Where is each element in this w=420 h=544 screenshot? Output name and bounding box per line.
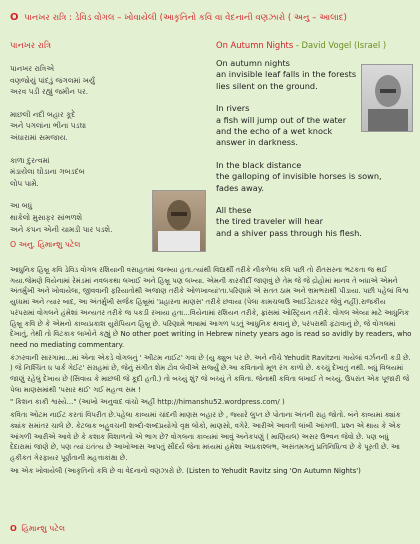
poem-line: In rivers [216, 103, 250, 114]
paragraph-4-english: (Listen to Yehudit Ravitz sing 'On Autumn Nights') [186, 466, 361, 475]
poem-line: fades away. [216, 182, 265, 193]
author-portrait-photo [361, 64, 413, 132]
poem-line: મંડાયેલા ઘોડાના ગબડદંબ [10, 167, 85, 177]
poem-line: lies silent on the ground. [216, 80, 318, 91]
poem-line: અરવ પડી રહ્યું જમીન પર. [10, 87, 89, 97]
commentary-paragraph [10, 265, 412, 351]
paragraph-2-text: કંઝરવાની સારગામા...માં એના એકડે વોગલનું ' અીટમ નાઈટ' ગવા છે (યુ ક્યુબ પર છે. અને નીચે Yehudit Ravitzના ગાયેલાં વર્ઝનની કડી છે. ) જે નિશ્ચિંત ધ પાર્ક ગેઈટ' સંગ્રહમાં છે, જેનું સંગીત શેમ ટોવ લેવીએ સર્જ્યું છે.આ કવિતાનો મૂળ રંગ કાળો છે. કચ્ચું દેખાતું નથી. બધું વિલયમાં જાણું રહેલું દેખાય છે (સિવાય કે માછલી જે કૂદી હતી.) તો બચ્યું શું? જે બચ્યું તે કવિતા. જેનાથી કવિતા લખાઈ તે બચ્યું. ઉપરાંત એક પૂજારી જે પેલા માણસમાંથી 'પસાર થઈ' ગઈ મહત્વ સમ ! [10, 353, 411, 394]
portrait-icon [153, 191, 205, 251]
poem-line: લોપ પામે. [10, 178, 39, 188]
poem-line: માછલી નદી બહાર કૂદે [10, 109, 76, 119]
gujarati-poem-title: પાનખર રાત્રિ [10, 40, 52, 50]
poem-line: વણજોયું પાંદડું જંગલમાં ખર્યું [10, 75, 95, 85]
poem-line: અંધારામાં સમજાય. [10, 132, 68, 142]
poem-line: પાનખર રાત્રિએ [10, 64, 55, 73]
poem-line: a fish will jump out of the water [216, 114, 347, 125]
poem-line: In the black distance [216, 159, 302, 170]
commentary-paragraph [10, 466, 412, 477]
poem-line: થાકેલો મુસાફર સાંભળશે [10, 212, 83, 222]
circle-bullet-icon: O [10, 524, 17, 533]
quote-text: " કિશન કાકી શ્વસ્યે..." (આખો અનુવાદ વાંચો અહીં http://himanshu52.wordpress.com/ ) [10, 398, 285, 407]
poem-line: અને પગલાંના ભીના પડઘા [10, 121, 87, 131]
poem-line: આ બધું [10, 201, 33, 211]
stanza-gap [10, 144, 210, 155]
commentary-paragraph [10, 353, 412, 396]
paragraph-1-english: No other poet writing in Hebrew ninety years ago is read so avidly by readers, who need no mediating commentary. [10, 330, 412, 349]
paragraph-1-text: આધુનિક હિબ્રૂ કવિ ડેવિડ વોગલ રશિયાની વસાહતમાં જન્મ્યા હતા.ત્યાંથી વિદ્યાર્થી તરીકે નીકળેલા કવિ પછી તો રીતસરના ભટકતા જ થઈ ગયા.જેમણે વિયેનામાં રેમંડમાં નવલકથા લખાઈ અને હિબ્રૂ પણ લખ્યા. એમની કારકીર્દી જાણવું છે તેમ જે જે દ્રોહોમાં માનવ તે બધાએ એમને અંતર્મુખી અને ખોવાયેલા, જીવવાની ફરિયાતોથી અજાણ તરીકે ઓળખાવ્યાં'તા.પરિણામે એ સતત ઠામ અને ભ્રમભરાથી પીડાયા. પછી પહેલાં વિશ્વ યુધ્ધમાં અને ત્યાર બાદ, આ અંતર્મુખી સર્જક હિબ્રૂમાં 'પ્રહારના માણસ' તરીકે છવાયા (પેલા કામચલાઉ આઈડેંટાક્ટર જેવું નહીં).રાજકીય પરંપરામાં વોગલને હંમેશાં અન્યતર તરીકે જ પકડી રખાયા હતા...વિયેનામાં રશિયન તરીકે, ફ્રાંસમાં ઓસ્ટ્રિયન તરીકે. વોગલ એવ્યા માટે આધુનિક હિબ્રૂ કવિ છે કે એમનો કાવ્યપ્રકાશ યુરોપિયન હિબ્રૂ છે. પરિણામે ભાષામાં આગળ પડતું આધુનિક થવાનું છે, પરંપરાથી ફંટાવાનું છે, જે વોગલમાં દેખાતું, તેથી તો વિટકાક લાખોને કહ્યું છે [10, 266, 410, 339]
translator-credit-text: O અનુ. હિમાન્શુ પટેલ [10, 240, 81, 249]
page-title-text: પાનખર રાત્રિ : ડેવિડ વોગલ – ખોવાયેલી (આકૃતિનો કવિ વા વેદનાની વણઝારો ( અનુ – આલાદ) [24, 13, 347, 23]
poem-line: and the echo of a wet knock [216, 126, 333, 137]
paragraph-3-text: કવિતા ઓટમ નાઈટ કરતાં વિપરીત છે.પહેલા કાવ્યમાં ચાંદની માણસ બહાર છે , જ્યારે લુપ્ત છે પોતાના અંતની રાહ જોતો. બંને કાવ્યમાં ક્યાંક ક્યાંક સમાંતર ચાલે છે. કેટલાક બહુવચની શબ્દો-શબ્દપ્રયોગો વૃક્ષ લોકો, માણસો, વગેરે. આરીએ આવતી લાંબી આંગળી. પ્રશ્ન એ થાય કે એક આંગળી આરીએ આવે છે કે કશાક વિશાળનો એ ભાગ છે? વોગલના કાવ્યમાં આવું અનેકપણું ( માણિયલ) અસર ઉભ્વન જેવો છે. પણ બધું દેદારામાં જાણે છે, પણ ત્યાં ઇતંત્ય છે આખોઆસ આપતું સૌંદર્ય જેના મધ્યમાં હમેશા અપ્રકાશ્લભ, અસંતમગનું પ્રતિનિધિત્વ છે કે પૂરતી છે. આ હકીકત ગેરફાયર પૂર્ણતાની મહત્તાકાંક્ષા છે. [10, 411, 401, 462]
english-poem-heading [216, 40, 416, 50]
poem-line: All these [216, 205, 252, 216]
portrait-icon [362, 65, 412, 131]
poem-line: the galloping of invisible horses is sown, [216, 171, 382, 182]
english-poem-title: On Autumn Nights [216, 40, 294, 50]
paragraph-4-text: આ એક ખોવાયેલી (આકૃતિનો કવિ છે વા વેદનાનો વણઝારો છે. [10, 466, 185, 475]
page-title [10, 12, 415, 23]
commentary-body [10, 265, 412, 478]
poem-line: answer in darkness. [216, 137, 298, 148]
poem-line: and a shiver pass through his flesh. [216, 227, 362, 238]
poem-line: કાળા દુરત્વમાં [10, 155, 50, 165]
footer-author [10, 524, 65, 534]
poem-line: On autumn nights [216, 58, 290, 68]
circle-bullet-icon: O [10, 12, 19, 23]
translator-credit [10, 240, 80, 250]
poem-line: an invisible leaf falls in the forests [216, 69, 357, 80]
translator-portrait-photo [152, 190, 206, 252]
poem-line: અને કંપન એની ચામડી પાર પડશે. [10, 224, 113, 234]
english-poem-author: - David Vogel (Israel ) [293, 40, 387, 50]
commentary-quote [10, 397, 412, 408]
commentary-paragraph [10, 410, 412, 464]
poem-line: the tired traveler will hear [216, 216, 324, 227]
stanza-gap [216, 194, 416, 205]
footer-author-name: હિમાન્શુ પટેલ [21, 524, 66, 533]
stanza-gap [216, 149, 416, 160]
stanza-gap [10, 98, 210, 109]
